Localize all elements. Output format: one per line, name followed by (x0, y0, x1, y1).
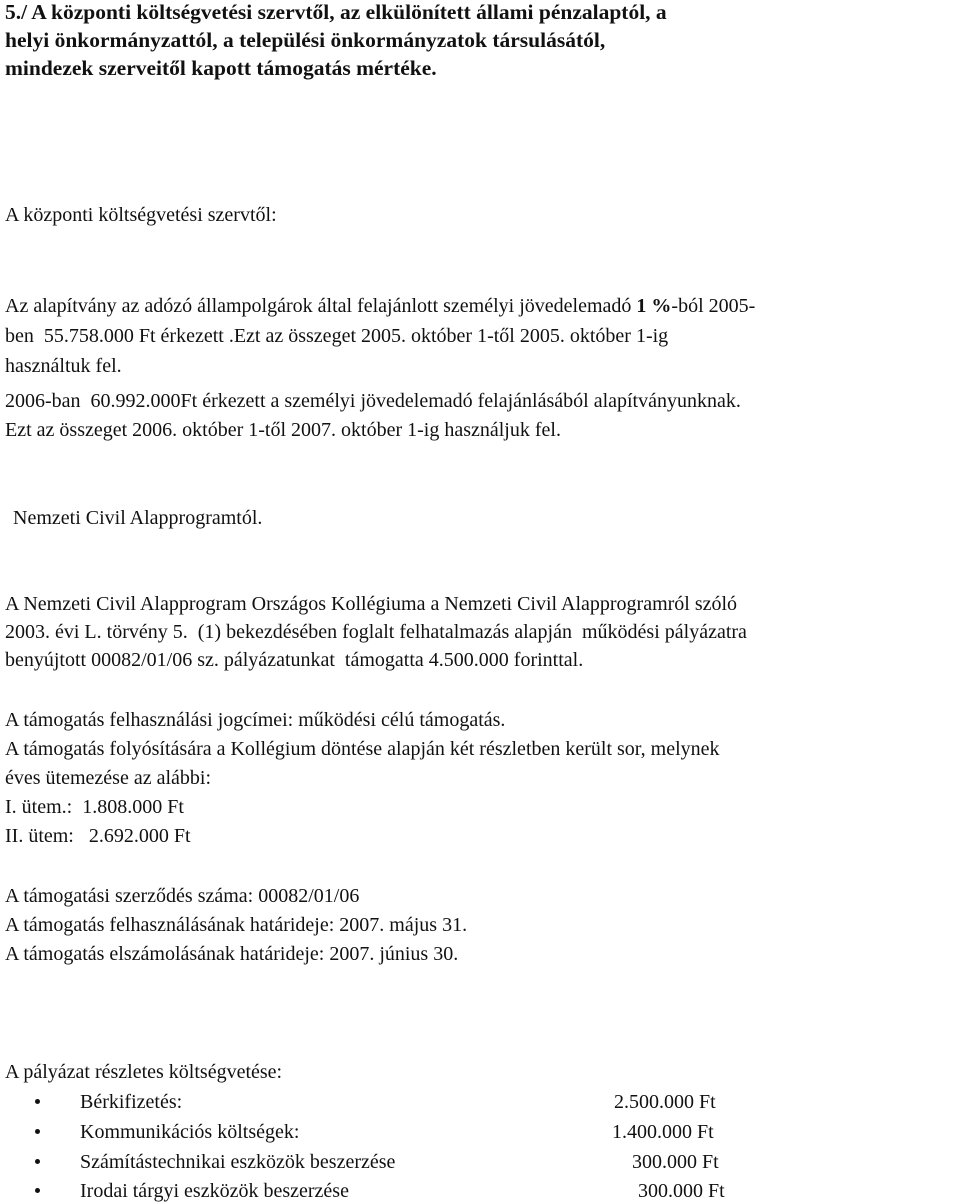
ncal-installment-1: I. ütem.: 1.808.000 Ft (5, 796, 184, 818)
central-paragraph-2-line-1: 2006-ban 60.992.000Ft érkezett a személyi jövedelemadó felajánlásából alapítványunknak. (5, 390, 741, 412)
central-title: A központi költségvetési szervtől: (5, 204, 277, 226)
ncal-settlement-deadline: A támogatás elszámolásának határideje: 2007. június 30. (5, 943, 459, 965)
central-paragraph-1-line-1 (5, 294, 755, 318)
budget-item (0, 1089, 960, 1115)
text-span: Az alapítvány az adózó állampolgárok által felajánlott személyi jövedelemadó (5, 295, 637, 317)
budget-item-value: 1.400.000 Ft (612, 1121, 714, 1143)
budget-item-label: Kommunikációs költségek: (80, 1121, 300, 1143)
budget-item-value: 300.000 Ft (632, 1151, 719, 1173)
section-heading-line-2: helyi önkormányzattól, a települési önkormányzatok társulásától, (5, 28, 606, 52)
central-paragraph-1-line-2: ben 55.758.000 Ft érkezett .Ezt az összeget 2005. október 1-től 2005. október 1-ig (5, 325, 669, 347)
section-heading-line-3: mindezek szerveitől kapott támogatás mértéke. (5, 56, 437, 80)
ncal-line-4: A támogatás felhasználási jogcímei: működési célú támogatás. (5, 709, 506, 731)
budget-item (0, 1178, 960, 1204)
budget-item-label: Irodai tárgyi eszközök beszerzése (80, 1180, 349, 1202)
section-heading-line-1: 5./ A központi költségvetési szervtől, az elkülönített állami pénzalaptól, a (5, 0, 667, 24)
budget-item-label: Bérkifizetés: (80, 1091, 183, 1113)
ncal-line-6: éves ütemezése az alábbi: (5, 767, 211, 789)
ncal-usage-deadline: A támogatás felhasználásának határideje: 2007. május 31. (5, 914, 468, 936)
bullet-icon (35, 1129, 40, 1134)
budget-title: A pályázat részletes költségvetése: (5, 1061, 283, 1083)
budget-item-value: 2.500.000 Ft (614, 1091, 716, 1113)
budget-item (0, 1149, 960, 1175)
central-paragraph-2-line-2: Ezt az összeget 2006. október 1-től 2007. október 1-ig használjuk fel. (5, 419, 561, 441)
text-span: -ból 2005- (671, 295, 756, 317)
ncal-installment-2: II. ütem: 2.692.000 Ft (5, 825, 191, 847)
ncal-line-1: A Nemzeti Civil Alapprogram Országos Kollégiuma a Nemzeti Civil Alapprogramról szóló (5, 593, 738, 615)
ncal-line-2: 2003. évi L. törvény 5. (1) bekezdésében foglalt felhatalmazás alapján működési pályázatra (5, 621, 747, 643)
bullet-icon (35, 1099, 40, 1104)
ncal-line-3: benyújtott 00082/01/06 sz. pályázatunkat támogatta 4.500.000 forinttal. (5, 649, 584, 671)
budget-item (0, 1119, 960, 1145)
central-paragraph-1-line-3: használtuk fel. (5, 355, 122, 377)
ncal-line-5: A támogatás folyósítására a Kollégium döntése alapján két részletben került sor, melynek (5, 738, 720, 760)
ncal-contract-number: A támogatási szerződés száma: 00082/01/06 (5, 885, 360, 907)
budget-item-value: 300.000 Ft (638, 1180, 725, 1202)
ncal-title: Nemzeti Civil Alapprogramtól. (13, 507, 263, 529)
bullet-icon (35, 1188, 40, 1193)
percent-bold: 1 % (636, 295, 672, 317)
budget-item-label: Számítástechnikai eszközök beszerzése (80, 1151, 396, 1173)
bullet-icon (35, 1159, 40, 1164)
